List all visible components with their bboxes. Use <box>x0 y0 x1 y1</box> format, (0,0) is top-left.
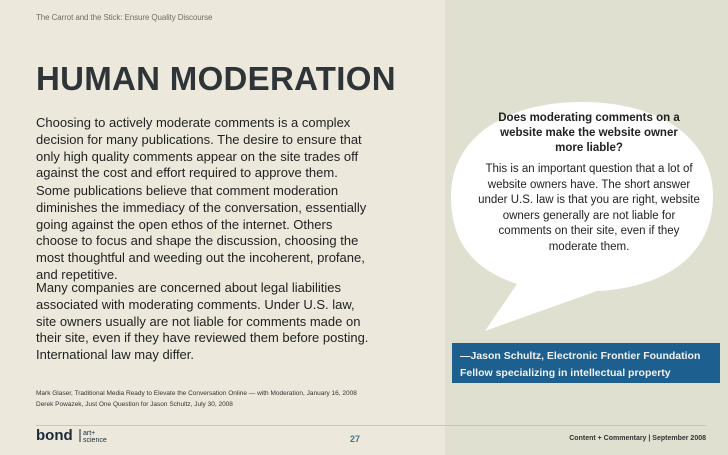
logo-tag-art: art+ <box>83 430 96 437</box>
reference-2: Derek Powazek, Just One Question for Jason Schultz, July 30, 2008 <box>36 401 233 408</box>
body-paragraph-3: Many companies are concerned about legal liabilities associated with moderating comments. Under U.S. law, site owners usually are not liable for comments made on their site, even if they have reviewed them before posting. International law may differ. <box>36 280 369 363</box>
attribution-name: —Jason Schultz, Electronic Frontier Foundation <box>460 350 701 362</box>
page-number: 27 <box>350 434 361 444</box>
reference-1: Mark Glaser, Traditional Media Ready to Elevate the Conversation Online — with Moderation, January 16, 2008 <box>36 390 357 397</box>
bubble-question: Does moderating comments on a website make the website owner more liable? <box>498 112 680 154</box>
logo-wordmark: bond <box>36 427 73 443</box>
logo-tag-science: science <box>83 437 107 443</box>
body-paragraph-1: Choosing to actively moderate comments is a complex decision for many publications. The desire to ensure that only high quality comments appear on the site trades off against the cost and effort required to approve them. <box>36 115 362 181</box>
page-title: HUMAN MODERATION <box>36 60 396 97</box>
bond-logo <box>36 427 126 443</box>
bubble-answer: This is an important question that a lot of website owners have. The short answer under U.S. law is that you are right, website owners generally are not liable for comments on their site, even if they moderate them. <box>478 163 700 253</box>
attribution-role: Fellow specializing in intellectual property <box>460 367 671 379</box>
footer-divider <box>36 425 706 426</box>
running-header: The Carrot and the Stick: Ensure Quality Discourse <box>36 13 213 22</box>
footer-section-label: Content + Commentary | September 2008 <box>569 435 706 442</box>
references <box>36 388 357 410</box>
body-paragraph-2: Some publications believe that comment moderation diminishes the immediacy of the conversation, essentially going against the open ethos of the internet. Others choose to focus and shape the discussion, choosing the most thoughtful and weeding out the incoherent, profane, and repetitive. <box>36 183 367 282</box>
